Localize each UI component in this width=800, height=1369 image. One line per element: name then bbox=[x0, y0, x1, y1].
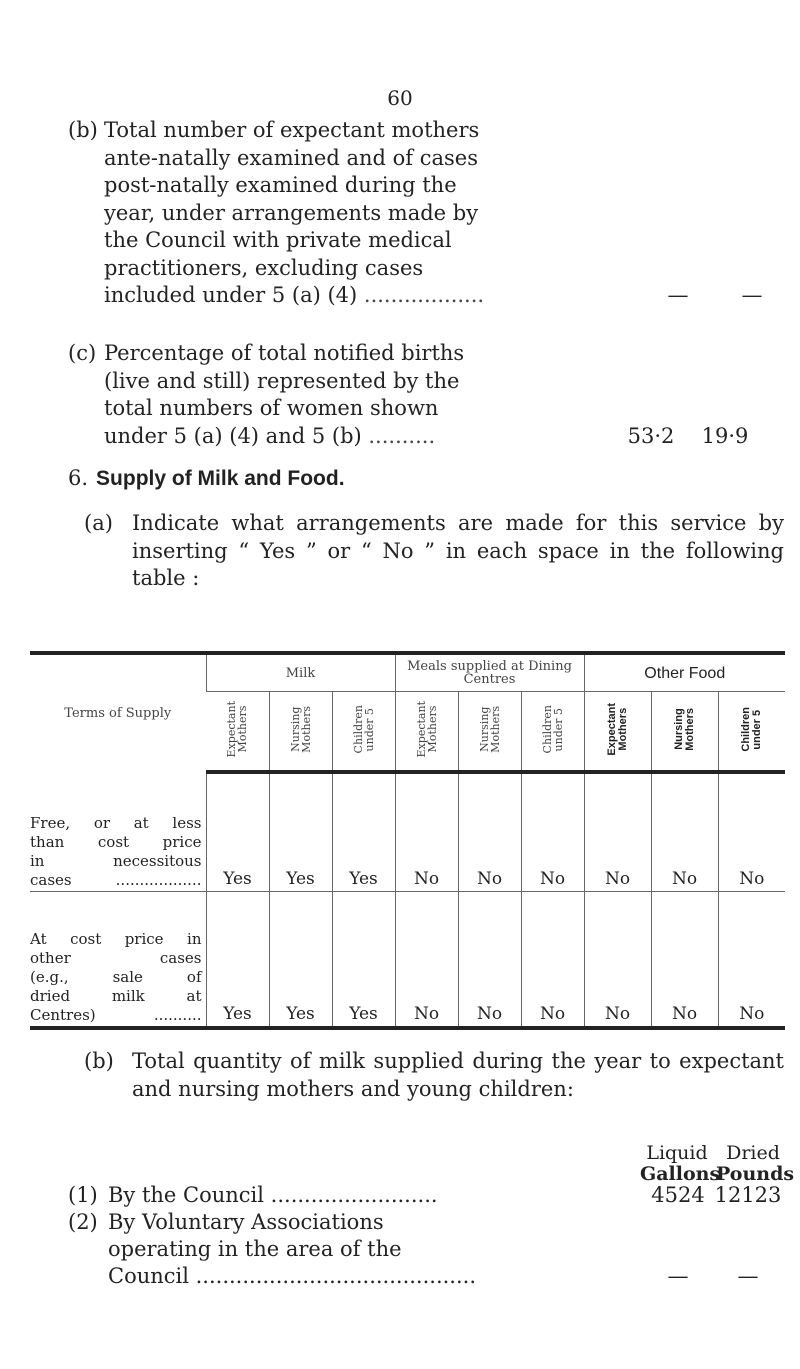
cell-value: No bbox=[718, 772, 785, 892]
list-item bbox=[68, 1236, 788, 1263]
cell-value: Yes bbox=[332, 772, 395, 892]
quantity-list bbox=[68, 1182, 788, 1290]
term-line: other cases bbox=[30, 949, 202, 967]
section-b-line: the Council with private medical bbox=[104, 228, 452, 252]
term-line: Free, or at less bbox=[30, 814, 202, 832]
col-header-line: Gallons bbox=[640, 1163, 721, 1185]
dried-value bbox=[713, 1209, 783, 1236]
cell-value: No bbox=[458, 892, 521, 1029]
item-label: operating in the area of the bbox=[108, 1237, 402, 1261]
cell-value: No bbox=[718, 892, 785, 1029]
liquid-gallons-header bbox=[640, 1142, 721, 1185]
cell-value: No bbox=[395, 772, 458, 892]
leader-dots: .......... bbox=[361, 423, 436, 448]
para-a-text: Indicate what arrangements are made for this service by inserting “ Yes ” or “ No ” in each space in the following table : bbox=[132, 511, 784, 590]
dried-pounds-header bbox=[716, 1142, 795, 1185]
subheader-expectant-mothers: Expectant Mothers bbox=[605, 702, 629, 756]
section-b-value-1: — bbox=[667, 283, 689, 307]
dried-value: 12123 bbox=[714, 1183, 782, 1207]
cell-value: No bbox=[584, 772, 651, 892]
para-a bbox=[84, 510, 784, 593]
para-a-label: (a) bbox=[84, 511, 113, 535]
cell-value: No bbox=[458, 772, 521, 892]
term-line: dried milk at bbox=[30, 987, 202, 1005]
section-b-line: ante-natally examined and of cases bbox=[104, 145, 478, 170]
section-6-heading bbox=[68, 466, 345, 491]
cell-value: Yes bbox=[269, 892, 332, 1029]
cell-value: No bbox=[395, 892, 458, 1029]
term-line: than cost price bbox=[30, 833, 202, 851]
table-row bbox=[30, 772, 785, 892]
cell-value: Yes bbox=[269, 772, 332, 892]
col-header-line: Pounds bbox=[716, 1163, 795, 1185]
item-number bbox=[68, 1263, 108, 1290]
liquid-value bbox=[643, 1209, 713, 1236]
para-b-label: (b) bbox=[84, 1049, 114, 1073]
col-header-line: Liquid bbox=[646, 1142, 708, 1164]
section-b-line: included under 5 (a) (4) bbox=[104, 283, 358, 307]
subheader-expectant-mothers: Expectant Mothers bbox=[225, 700, 250, 758]
section-b-line: year, under arrangements made by bbox=[104, 200, 479, 225]
cell-value: Yes bbox=[206, 772, 269, 892]
group-header-other-food: Other Food bbox=[584, 653, 785, 692]
cell-value: No bbox=[584, 892, 651, 1029]
item-label: By the Council ......................... bbox=[108, 1183, 438, 1207]
table-row bbox=[30, 892, 785, 1029]
section-b-line: post-natally examined during the bbox=[104, 173, 457, 197]
item-number: (1) bbox=[68, 1183, 98, 1207]
term-line: Centres) .......... bbox=[30, 1006, 202, 1024]
section-b-line: Total number of expectant mothers bbox=[104, 118, 480, 142]
subheader-nursing-mothers: Nursing Mothers bbox=[288, 705, 313, 753]
group-header-milk: Milk bbox=[206, 653, 395, 692]
section-6-title: Supply of Milk and Food. bbox=[96, 467, 345, 490]
cell-value: Yes bbox=[206, 892, 269, 1029]
section-c-line: total numbers of women shown bbox=[104, 396, 439, 420]
liquid-value: 4524 bbox=[651, 1183, 705, 1207]
list-item bbox=[68, 1209, 788, 1236]
section-b bbox=[68, 117, 784, 310]
term-line: cases .................. bbox=[30, 871, 202, 889]
cell-value: No bbox=[651, 772, 718, 892]
term-line: At cost price in bbox=[30, 930, 202, 948]
section-b-value-2: — bbox=[741, 283, 763, 307]
section-c-line: Percentage of total notified births bbox=[104, 341, 465, 365]
section-c-value-1: 53·2 bbox=[627, 423, 675, 448]
term-line: (e.g., sale of bbox=[30, 968, 202, 986]
section-b-label: (b) bbox=[68, 118, 98, 142]
cell-value: Yes bbox=[332, 892, 395, 1029]
leader-dots: .................. bbox=[357, 283, 485, 307]
row-term bbox=[30, 892, 206, 1029]
cell-value: No bbox=[521, 772, 584, 892]
group-header-meals: Meals supplied at Dining Centres bbox=[395, 653, 584, 692]
dried-value bbox=[713, 1236, 783, 1263]
section-6-number: 6. bbox=[68, 466, 89, 490]
supply-table bbox=[30, 651, 785, 1030]
section-c-value-2: 19·9 bbox=[701, 423, 749, 448]
subheader-nursing-mothers: Nursing Mothers bbox=[477, 705, 502, 753]
item-number bbox=[68, 1236, 108, 1263]
subheader-children-under-5: Children under 5 bbox=[739, 706, 763, 752]
terms-header: Terms of Supply bbox=[64, 706, 172, 721]
col-header-line: Dried bbox=[726, 1142, 780, 1164]
dried-value: — bbox=[737, 1264, 759, 1288]
item-number: (2) bbox=[68, 1210, 98, 1234]
section-c-line: under 5 (a) (4) and 5 (b) bbox=[104, 423, 362, 448]
section-c-label: (c) bbox=[68, 341, 97, 365]
subheader-expectant-mothers: Expectant Mothers bbox=[414, 700, 439, 758]
subheader-children-under-5: Children under 5 bbox=[351, 704, 376, 754]
subheader-children-under-5: Children under 5 bbox=[540, 704, 565, 754]
cell-value: No bbox=[521, 892, 584, 1029]
para-b bbox=[84, 1048, 784, 1103]
liquid-value bbox=[643, 1236, 713, 1263]
page-number: 60 bbox=[387, 86, 413, 110]
section-c bbox=[68, 340, 784, 450]
list-item bbox=[68, 1182, 788, 1209]
item-label: Council .......................................... bbox=[108, 1264, 476, 1288]
list-item bbox=[68, 1263, 788, 1290]
section-b-line: practitioners, excluding cases bbox=[104, 255, 424, 280]
term-line: in necessitous bbox=[30, 852, 202, 870]
para-b-text: Total quantity of milk supplied during the year to expectant and nursing mothers and young children: bbox=[132, 1049, 784, 1101]
cell-value: No bbox=[651, 892, 718, 1029]
subheader-nursing-mothers: Nursing Mothers bbox=[672, 707, 696, 751]
row-term bbox=[30, 772, 206, 892]
section-c-line: (live and still) represented by the bbox=[104, 368, 460, 393]
liquid-value: — bbox=[667, 1264, 689, 1288]
item-label: By Voluntary Associations bbox=[108, 1210, 384, 1234]
